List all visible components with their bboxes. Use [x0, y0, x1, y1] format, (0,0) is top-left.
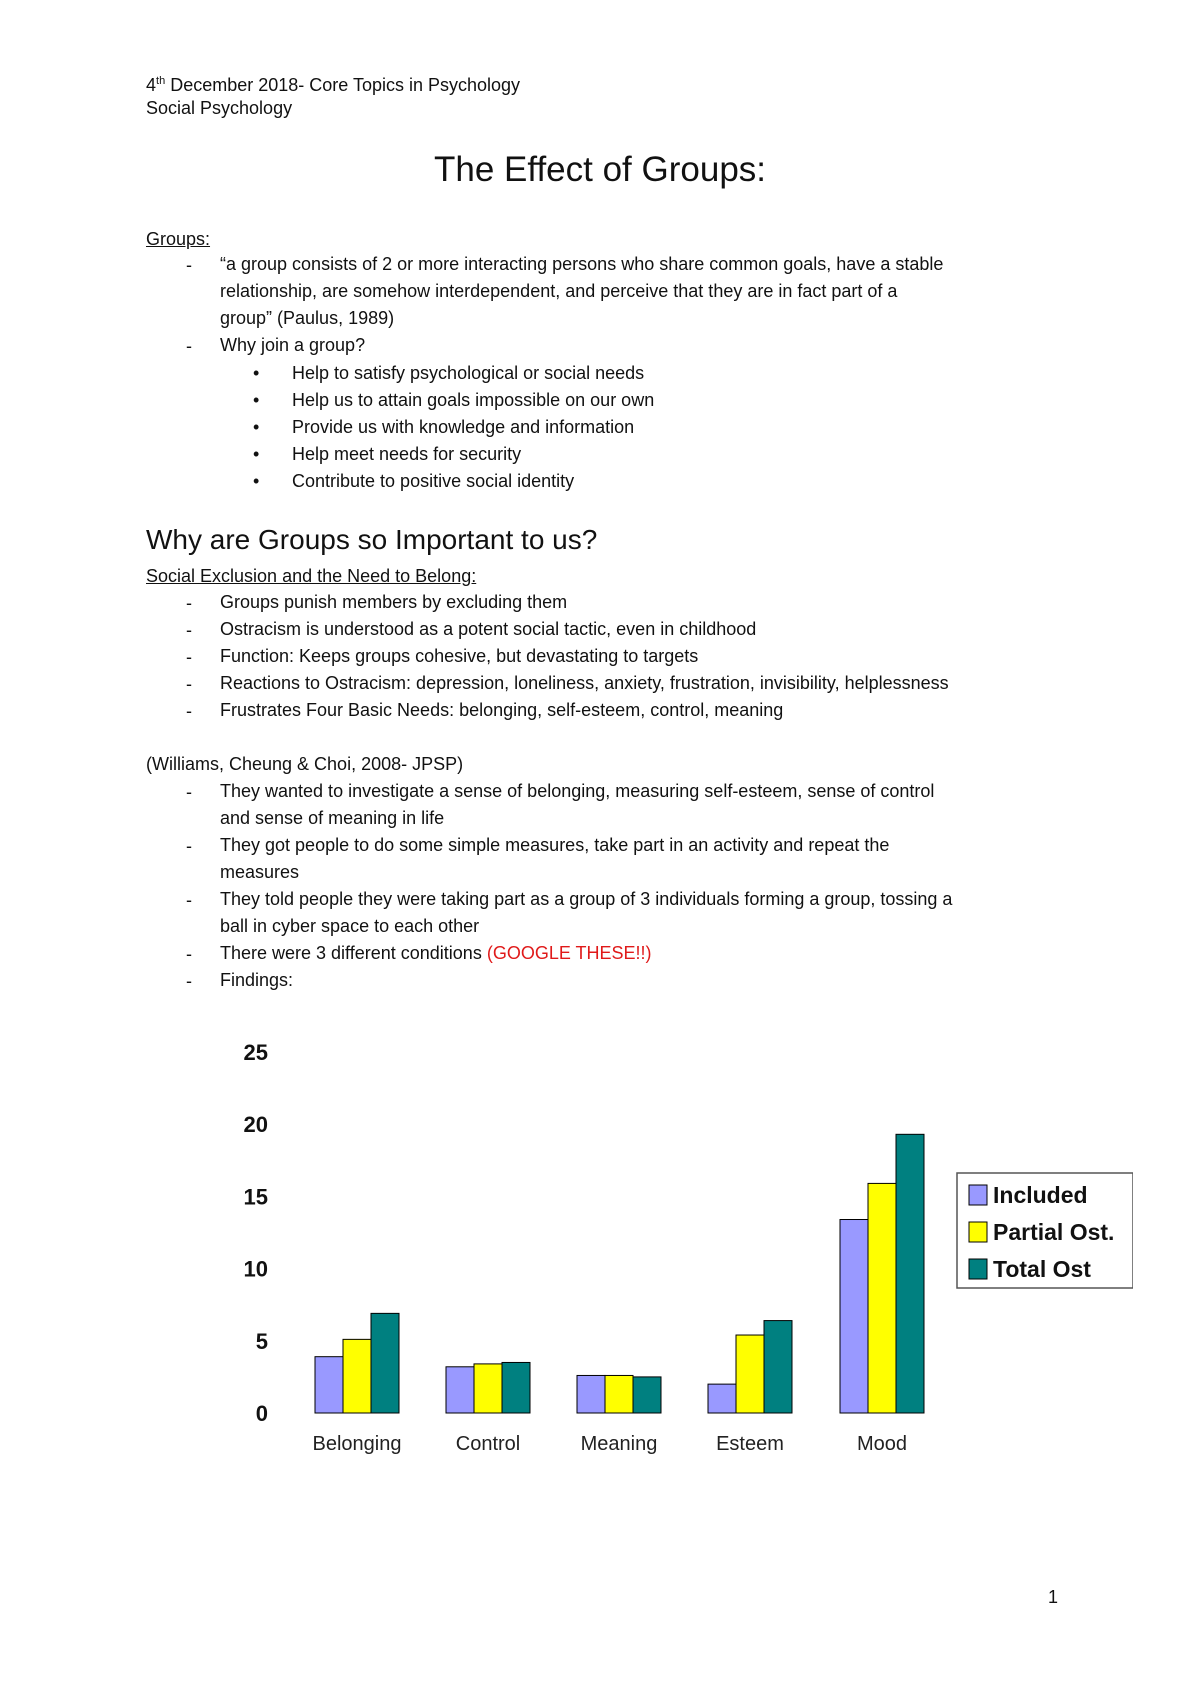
page-title: The Effect of Groups: [433, 150, 767, 189]
study-point: measures [220, 862, 300, 882]
legend-swatch [969, 1185, 987, 1205]
study-citation: (Williams, Cheung & Choi, 2008- JPSP) [146, 754, 464, 774]
legend-swatch [969, 1259, 987, 1279]
bullet-icon: • [253, 444, 260, 464]
dash: - [186, 620, 192, 640]
conditions-line: There were 3 different conditions (GOOGLE THESE!!) [220, 943, 652, 963]
bullet-icon: • [253, 417, 260, 437]
y-tick-label: 10 [243, 1256, 268, 1282]
dash: - [186, 701, 192, 721]
section-item: Function: Keeps groups cohesive, but devastating to targets [220, 646, 699, 666]
bar-included-mood [840, 1220, 868, 1413]
section-heading: Why are Groups so Important to us? [146, 524, 598, 555]
bar-total-ost-mood [896, 1134, 924, 1413]
bullet-item: Help meet needs for security [292, 444, 522, 464]
bullet-item: Provide us with knowledge and information [292, 417, 635, 437]
study-point: They wanted to investigate a sense of belonging, measuring self-esteem, sense of control [220, 781, 935, 801]
dash: - [186, 255, 192, 275]
dash: - [186, 890, 192, 910]
x-tick-label: Esteem [716, 1433, 784, 1455]
x-tick-label: Meaning [580, 1433, 658, 1455]
bar-total-ost-meaning [633, 1377, 661, 1413]
y-tick-label: 15 [243, 1184, 268, 1210]
conditions-note: (GOOGLE THESE!!) [486, 943, 652, 963]
bar-total-ost-control [502, 1362, 530, 1413]
section-item: Ostracism is understood as a potent social tactic, even in childhood [220, 619, 757, 639]
x-tick-label: Belonging [312, 1433, 402, 1455]
page-number: 1 [1048, 1587, 1059, 1607]
groups-heading: Groups: [146, 229, 211, 249]
header-subject: Social Psychology [146, 98, 293, 118]
study-point: and sense of meaning in life [220, 808, 445, 828]
x-tick-label: Control [455, 1433, 521, 1455]
y-tick-label: 20 [243, 1112, 268, 1138]
legend-label: Included [993, 1182, 1088, 1208]
section-subheading: Social Exclusion and the Need to Belong: [146, 566, 477, 586]
section-item: Groups punish members by excluding them [220, 592, 568, 612]
bar-included-meaning [577, 1375, 605, 1413]
bullet-item: Help to satisfy psychological or social needs [292, 363, 645, 383]
bar-total-ost-belonging [371, 1313, 399, 1413]
bullet-item: Contribute to positive social identity [292, 471, 575, 491]
bar-partial-ost-mood [868, 1183, 896, 1413]
study-point: ball in cyber space to each other [220, 916, 480, 936]
definition-line: group” (Paulus, 1989) [220, 308, 395, 328]
bar-included-control [446, 1367, 474, 1413]
bar-total-ost-esteem [764, 1321, 792, 1413]
legend-swatch [969, 1222, 987, 1242]
dash: - [186, 647, 192, 667]
findings-label: Findings: [220, 970, 294, 990]
study-point: They told people they were taking part as a group of 3 individuals forming a group, tossing a [220, 889, 953, 909]
dash: - [186, 782, 192, 802]
header-date: 4th December 2018- Core Topics in Psychology [146, 75, 521, 95]
x-tick-label: Mood [856, 1433, 908, 1455]
dash: - [186, 944, 192, 964]
bar-included-belonging [315, 1357, 343, 1413]
bullet-icon: • [253, 363, 260, 383]
why-join-text: Why join a group? [220, 335, 366, 355]
y-tick-label: 5 [255, 1328, 268, 1354]
legend-label: Total Ost [993, 1256, 1091, 1282]
dash: - [186, 593, 192, 613]
bar-partial-ost-meaning [605, 1375, 633, 1413]
dash: - [186, 336, 192, 356]
study-point: They got people to do some simple measures, take part in an activity and repeat the [220, 835, 890, 855]
dash: - [186, 674, 192, 694]
dash: - [186, 836, 192, 856]
definition-line: “a group consists of 2 or more interacting persons who share common goals, have a stable [220, 254, 944, 274]
y-tick-label: 25 [243, 1040, 268, 1065]
bar-partial-ost-belonging [343, 1339, 371, 1413]
bullet-icon: • [253, 471, 260, 491]
bullet-item: Help us to attain goals impossible on our own [292, 390, 655, 410]
bar-partial-ost-esteem [736, 1335, 764, 1413]
section-item: Reactions to Ostracism: depression, loneliness, anxiety, frustration, invisibility, helplessness [220, 673, 949, 693]
findings-bar-chart [218, 1005, 1133, 1465]
bar-partial-ost-control [474, 1364, 502, 1413]
legend-label: Partial Ost. [993, 1219, 1115, 1245]
y-tick-label: 0 [255, 1401, 268, 1426]
section-item: Frustrates Four Basic Needs: belonging, self-esteem, control, meaning [220, 700, 784, 720]
dash: - [186, 971, 192, 991]
bullet-icon: • [253, 390, 260, 410]
bar-included-esteem [708, 1384, 736, 1413]
definition-line: relationship, are somehow interdependent, and perceive that they are in fact part of a [220, 281, 898, 301]
